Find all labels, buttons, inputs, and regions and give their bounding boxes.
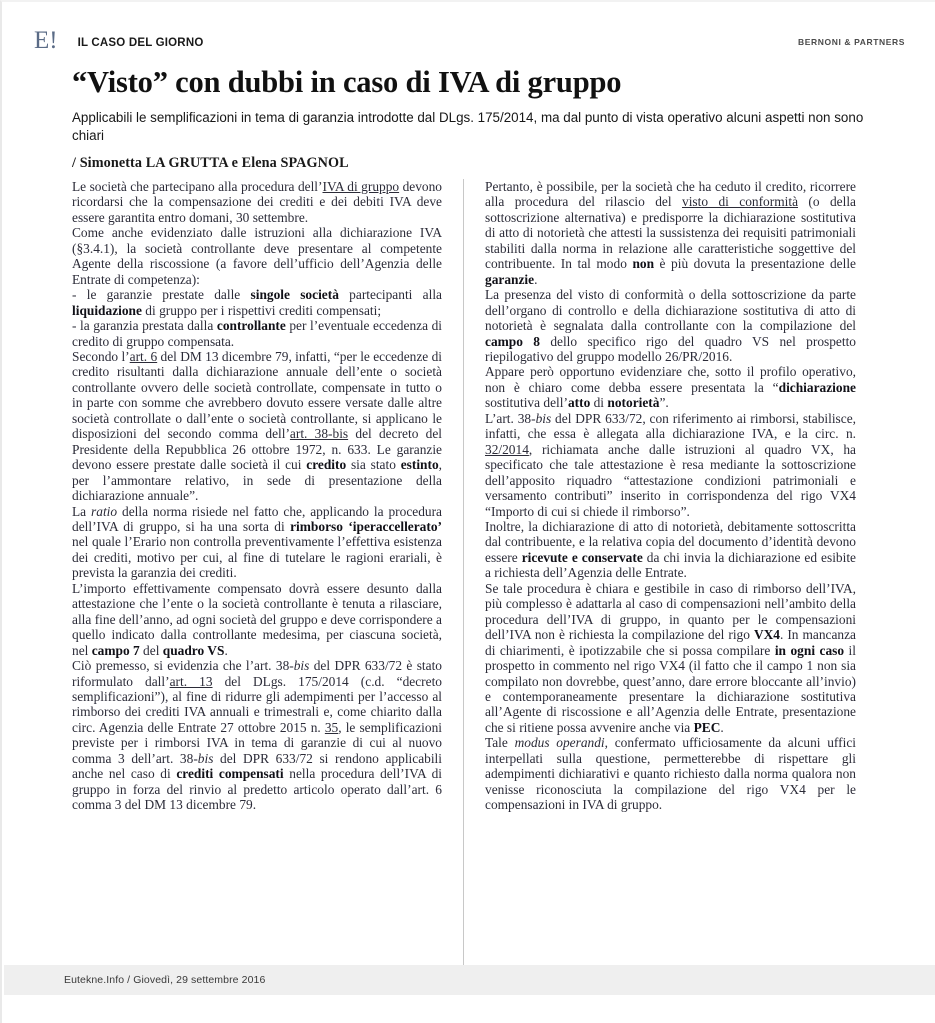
paragraph: Tale modus operandi, confermato ufficiosamente da alcuni uffici interpellati sulla questione, permetterebbe di rispettare gli adempimenti dichiarativi e quanto richiesto dalla norma qualora non venisse riconosciuta la compilazione del rigo VX4 per le compensazioni in IVA di gruppo. [485, 735, 856, 813]
link-circ-32-2014[interactable]: 32/2014 [485, 441, 529, 457]
article-subhead: Applicabili le semplificazioni in tema di garanzia introdotte dal DLgs. 175/2014, ma dal punto di vista operativo alcuni aspetti non sono chiari [72, 110, 864, 143]
paragraph: L’importo effettivamente compensato dovrà essere desunto dalla attestazione che l’ente o la società controllante è tenuta a rilasciare, alla fine dell’anno, ad ogni società del gruppo e deve corrispondere a quello indicato dalla controllante medesima, per ciascuna società, nel campo 7 del quadro VS. [72, 580, 442, 658]
link-iva-di-gruppo[interactable]: IVA di gruppo [322, 179, 400, 194]
paragraph: - la garanzia prestata dalla controllante per l’eventuale eccedenza di credito di gruppo compensata. [72, 318, 442, 349]
column-left [72, 179, 464, 979]
paragraph: Appare però opportuno evidenziare che, sotto il profilo operativo, non è chiaro come debba essere presentata la “dichiarazione sostitutiva dell’atto di notorietà”. [485, 364, 856, 411]
paragraph: - le garanzie prestate dalle singole società partecipanti alla liquidazione di gruppo per i rispettivi crediti compensati; [72, 287, 442, 318]
paragraph: Secondo l’art. 6 del DM 13 dicembre 79, infatti, “per le eccedenze di credito risultanti dalla dichiarazione annuale dell’ente o società controllante ovvero delle società controllate, compensate in tutto o in parte con somme che avrebbero dovuto essere versate dalle altre società controllate o dall’ente o società controllante, si applicano le disposizioni del secondo comma dell’art. 38-bis del decreto del Presidente della Repubblica 26 ottobre 1972, n. 633. Le garanzie devono essere prestate dalle società il cui credito sia stato estinto, per l’ammontare relativo, in sede di presentazione della dichiarazione annuale”. [72, 348, 443, 504]
paragraph: La presenza del visto di conformità o della sottoscrizione da parte dell’organo di controllo e della dichiarazione sostitutiva di atto di notorietà è segnalata dalla controllante con la compilazione del campo 8 dello specifico rigo del quadro VS nel prospetto riepilogativo del gruppo modello 26/PR/2016. [485, 287, 856, 364]
link-circ-35[interactable]: 35 [324, 719, 339, 735]
paragraph: Inoltre, la dichiarazione di atto di notorietà, debitamente sottoscritta dal contribuente, e la relativa copia del documento d’identità devono essere ricevute e conservate da chi invia la dichiarazione ed esibite a richiesta dell’Agenzia delle Entrate. [485, 518, 857, 581]
link-art-38-bis[interactable]: art. 38-bis [289, 426, 349, 442]
link-art-13[interactable]: art. 13 [169, 673, 213, 689]
article-body [32, 179, 905, 979]
paragraph: Ciò premesso, si evidenzia che l’art. 38-bis del DPR 633/72 è stato riformulato dall’art. 13 del DLgs. 175/2014 (c.d. “decreto semplificazioni”), al fine di ridurre gli adempimenti per l’accesso al rimborso dei crediti IVA annuali e trimestrali e, come chiarito dalla circ. Agenzia delle Entrate 27 ottobre 2015 n. 35, le semplificazioni previste per i rimborsi IVA in tema di garanzie di cui al nuovo comma 3 dell’art. 38-bis del DPR 633/72 si rendono applicabili anche nel caso di crediti compensati nella procedura dell’IVA di gruppo in forza del rinvio al predetto articolo operato dall’art. 6 comma 3 del DM 13 dicembre 79. [72, 658, 443, 813]
column-right [464, 179, 856, 979]
footer-band [4, 965, 935, 995]
paragraph: Se tale procedura è chiara e gestibile in caso di rimborso dell’IVA, più complesso è adattarla al caso di compensazioni nell’ambito della procedura dell’IVA di gruppo, in quanto per le compensazioni dell’IVA non è richiesta la compilazione del rigo VX4. In mancanza di chiarimenti, è ipotizzabile che si possa compilare in ogni caso il prospetto in commento nel rigo VX4 (il fatto che il campo 1 non sia compilato non dovrebbe, quest’anno, dare errore bloccante all’invio) e contemporaneamente presentare la dichiarazione sostitutiva all’Agente di riscossione e all’Agenzia delle Entrate, presentazione che si ritiene possa avvenire anche via PEC. [485, 580, 857, 735]
link-visto-di-conformita[interactable]: visto di conformità [682, 194, 799, 210]
paragraph: L’art. 38-bis del DPR 633/72, con riferimento ai rimborsi, stabilisce, infatti, che essa è allegata alla dichiarazione IVA, e la circ. n. 32/2014, richiamata anche dalle istruzioni al quadro VX, ha specificato che tale attestazione è resa mediante la sottoscrizione dell’apposito riquadro “attestazione condizioni patrimoniali e versamento contributi” inserito in corrispondenza del rigo VX4 “Importo di cui si chiede il rimborso”. [485, 410, 856, 519]
paragraph: Le società che partecipano alla procedura dell’IVA di gruppo devono ricordarsi che la compensazione dei crediti e dei debiti IVA deve essere garantita entro domani, 30 settembre. [72, 179, 442, 225]
page-title: “Visto” con dubbi in caso di IVA di gruppo [72, 65, 622, 99]
section-kicker: IL CASO DEL GIORNO [77, 37, 204, 49]
footer-source-date: Eutekne.Info / Giovedì, 29 settembre 2016 [64, 974, 266, 986]
partner-branding: BERNONI & PARTNERS [798, 37, 905, 47]
article-byline: / Simonetta LA GRUTTA e Elena SPAGNOL [72, 155, 349, 171]
eutekne-logo: E! [34, 27, 58, 54]
headline-block [32, 64, 905, 172]
paragraph: Come anche evidenziato dalle istruzioni alla dichiarazione IVA (§3.4.1), la società controllante deve presentare al competente Agente della riscossione (a favore dell’ufficio dell’Agenzia delle Entrate di competenza): [72, 225, 442, 287]
paragraph: La ratio della norma risiede nel fatto che, applicando la procedura dell’IVA di gruppo, si ha una sorta di rimborso ‘iperaccellerato’ nel quale l’Erario non controlla preventivamente l’effettiva esistenza dei crediti, motivo per cui, al fine di tutelare le ragioni erariali, è prevista la garanzia dei crediti. [72, 503, 442, 581]
link-art-6[interactable]: art. 6 [129, 348, 158, 364]
paragraph: Pertanto, è possibile, per la società che ha ceduto il credito, ricorrere alla procedura del rilascio del visto di conformità (o della sottoscrizione alternativa) e predisporre la dichiarazione sostitutiva di atto di notorietà che attesti la sussistenza dei requisiti patrimoniali stabiliti dalla norma in relazione alle caratteristiche soggettive del contribuente. In tal modo non è più dovuta la presentazione delle garanzie. [485, 179, 856, 287]
masthead [32, 28, 905, 54]
